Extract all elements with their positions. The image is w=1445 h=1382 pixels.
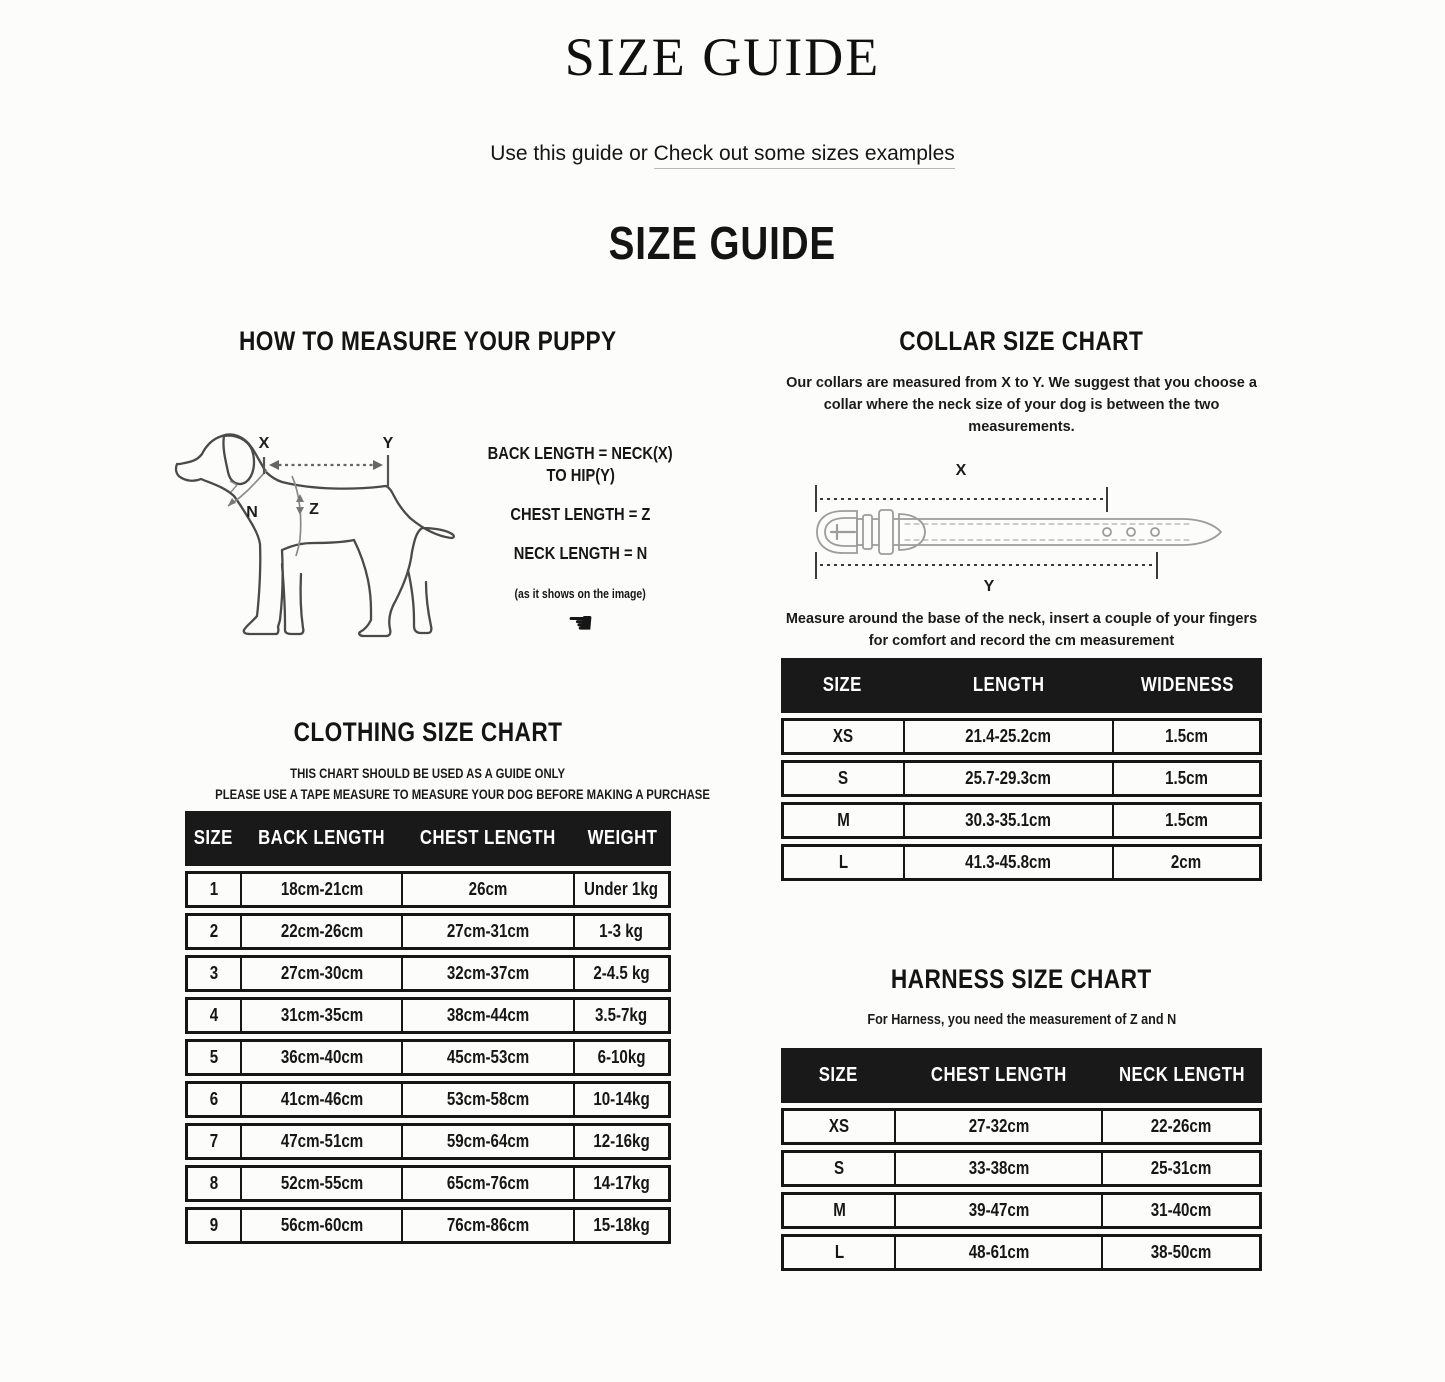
cell-neck-length: 31-40cm [1102,1192,1262,1229]
cell-back-length: 27cm-30cm [241,955,402,992]
cell-back-length: 52cm-55cm [241,1165,402,1202]
harness-col-size: SIZE [781,1048,895,1103]
cell-chest-length: 39-47cm [895,1192,1102,1229]
clothing-chart-notes [168,764,710,806]
cell-back-length: 56cm-60cm [241,1207,402,1244]
page-title: SIZE GUIDE [564,27,881,87]
collar-and-harness-column [766,326,1278,1276]
cell-size: 4 [185,997,242,1034]
cell-chest-length: 45cm-53cm [402,1039,574,1076]
clothing-col-chest-length: CHEST LENGTH [402,811,574,866]
harness-table-header-row [781,1048,1262,1103]
clothing-col-weight: WEIGHT [574,811,671,866]
cell-weight: 6-10kg [574,1039,671,1076]
dog-label-n: N [246,504,259,521]
dog-label-x: X [259,435,270,452]
cell-chest-length: 65cm-76cm [402,1165,574,1202]
collar-table-row [781,760,1262,797]
cell-length: 41.3-45.8cm [904,844,1113,881]
cell-chest-length: 33-38cm [895,1150,1102,1187]
cell-weight: 15-18kg [574,1207,671,1244]
cell-size: 9 [185,1207,242,1244]
harness-table-row [781,1192,1262,1229]
collar-label-x: X [955,462,966,480]
harness-table-row [781,1150,1262,1187]
clothing-table-header-row [185,811,671,866]
pointing-hand-icon: ☚ [567,605,594,641]
cell-chest-length: 53cm-58cm [402,1081,574,1118]
collar-description: Our collars are measured from X to Y. We suggest that you choose a collar where the neck size of your dog is between the two measurements. [786,375,1257,435]
cell-wideness: 2cm [1113,844,1262,881]
cell-size: 5 [185,1039,242,1076]
cell-length: 21.4-25.2cm [904,718,1113,755]
legend-note: (as it shows on the image) [514,586,647,601]
cell-size: 2 [185,913,242,950]
clothing-table-row [185,1207,671,1244]
clothing-note-line2: PLEASE USE A TAPE MEASURE TO MEASURE YOUR DOG BEFORE MAKING A PURCHASE [214,786,710,802]
cell-back-length: 22cm-26cm [241,913,402,950]
cell-wideness: 1.5cm [1113,802,1262,839]
cell-back-length: 36cm-40cm [241,1039,402,1076]
measure-and-clothing-column [168,326,710,1276]
neck-length-definition: NECK LENGTH = N [513,542,648,563]
clothing-note-line1: THIS CHART SHOULD BE USED AS A GUIDE ONLY [290,766,565,781]
collar-diagram-svg [791,452,1253,602]
cell-size: M [781,1192,895,1229]
clothing-table-row [185,1039,671,1076]
how-to-measure-title: HOW TO MEASURE YOUR PUPPY [238,326,617,356]
chest-length-definition: CHEST LENGTH = Z [510,503,651,524]
cell-size: S [781,760,904,797]
collar-size-table [781,653,1262,886]
collar-drawing [817,510,1221,554]
cell-size: 3 [185,955,242,992]
dog-label-z: Z [309,501,320,518]
cell-back-length: 18cm-21cm [241,871,402,908]
back-length-definition: BACK LENGTH = NECK(X) TO HIP(Y) [488,443,673,485]
cell-size: S [781,1150,895,1187]
cell-weight: 1-3 kg [574,913,671,950]
cell-size: 1 [185,871,242,908]
dog-outline [176,435,454,637]
measurement-legend [470,409,690,639]
clothing-table-row [185,1081,671,1118]
collar-col-size: SIZE [781,658,904,713]
cell-size: 7 [185,1123,242,1160]
harness-size-table [781,1043,1262,1276]
clothing-table-row [185,1165,671,1202]
collar-label-y: Y [983,578,994,596]
cell-weight: 12-16kg [574,1123,671,1160]
measure-diagram-row [168,409,688,665]
cell-length: 30.3-35.1cm [904,802,1113,839]
cell-back-length: 41cm-46cm [241,1081,402,1118]
collar-table-row [781,844,1262,881]
cell-weight: 10-14kg [574,1081,671,1118]
collar-table-row [781,718,1262,755]
cell-size: M [781,802,904,839]
cell-wideness: 1.5cm [1113,760,1262,797]
subtitle-text: Use this guide or [490,142,648,165]
section-title: SIZE GUIDE [608,217,837,269]
cell-weight: 3.5-7kg [574,997,671,1034]
cell-size: XS [781,1108,895,1145]
harness-col-neck-length: NECK LENGTH [1102,1048,1262,1103]
harness-col-chest-length: CHEST LENGTH [895,1048,1102,1103]
collar-col-wideness: WIDENESS [1113,658,1262,713]
harness-note: For Harness, you need the measurement of Z and N [867,1010,1176,1028]
collar-chart-title: COLLAR SIZE CHART [899,326,1144,356]
collar-measure-note: Measure around the base of the neck, insert a couple of your fingers for comfort and record the cm measurement [785,611,1258,649]
cell-wideness: 1.5cm [1113,718,1262,755]
collar-table-row [781,802,1262,839]
subtitle [0,142,1445,166]
cell-length: 25.7-29.3cm [904,760,1113,797]
harness-table-row [781,1234,1262,1271]
collar-table-header-row [781,658,1262,713]
clothing-table-row [185,913,671,950]
sizes-examples-link[interactable]: Check out some sizes examples [654,142,955,169]
harness-table-row [781,1108,1262,1145]
dog-label-y: Y [383,435,394,452]
harness-chart-title: HARNESS SIZE CHART [891,963,1152,994]
cell-chest-length: 27cm-31cm [402,913,574,950]
dog-measurement-diagram [164,409,464,666]
cell-neck-length: 25-31cm [1102,1150,1262,1187]
cell-chest-length: 48-61cm [895,1234,1102,1271]
dog-diagram-svg [164,409,464,661]
clothing-table-row [185,955,671,992]
cell-size: XS [781,718,904,755]
cell-size: 8 [185,1165,242,1202]
cell-back-length: 31cm-35cm [241,997,402,1034]
cell-weight: 14-17kg [574,1165,671,1202]
content-columns [0,326,1445,1276]
cell-chest-length: 38cm-44cm [402,997,574,1034]
cell-weight: Under 1kg [574,871,671,908]
clothing-table-row [185,1123,671,1160]
cell-chest-length: 27-32cm [895,1108,1102,1145]
collar-measurement-diagram [766,452,1278,607]
clothing-size-table [185,806,671,1249]
clothing-table-row [185,871,671,908]
cell-chest-length: 32cm-37cm [402,955,574,992]
collar-col-length: LENGTH [904,658,1113,713]
clothing-col-size: SIZE [185,811,242,866]
page-header [0,0,1445,270]
cell-back-length: 47cm-51cm [241,1123,402,1160]
clothing-chart-title: CLOTHING SIZE CHART [293,717,562,747]
cell-neck-length: 22-26cm [1102,1108,1262,1145]
cell-size: L [781,1234,895,1271]
cell-neck-length: 38-50cm [1102,1234,1262,1271]
cell-size: L [781,844,904,881]
cell-chest-length: 26cm [402,871,574,908]
cell-weight: 2-4.5 kg [574,955,671,992]
clothing-table-row [185,997,671,1034]
clothing-col-back-length: BACK LENGTH [241,811,402,866]
cell-chest-length: 59cm-64cm [402,1123,574,1160]
cell-chest-length: 76cm-86cm [402,1207,574,1244]
cell-size: 6 [185,1081,242,1118]
